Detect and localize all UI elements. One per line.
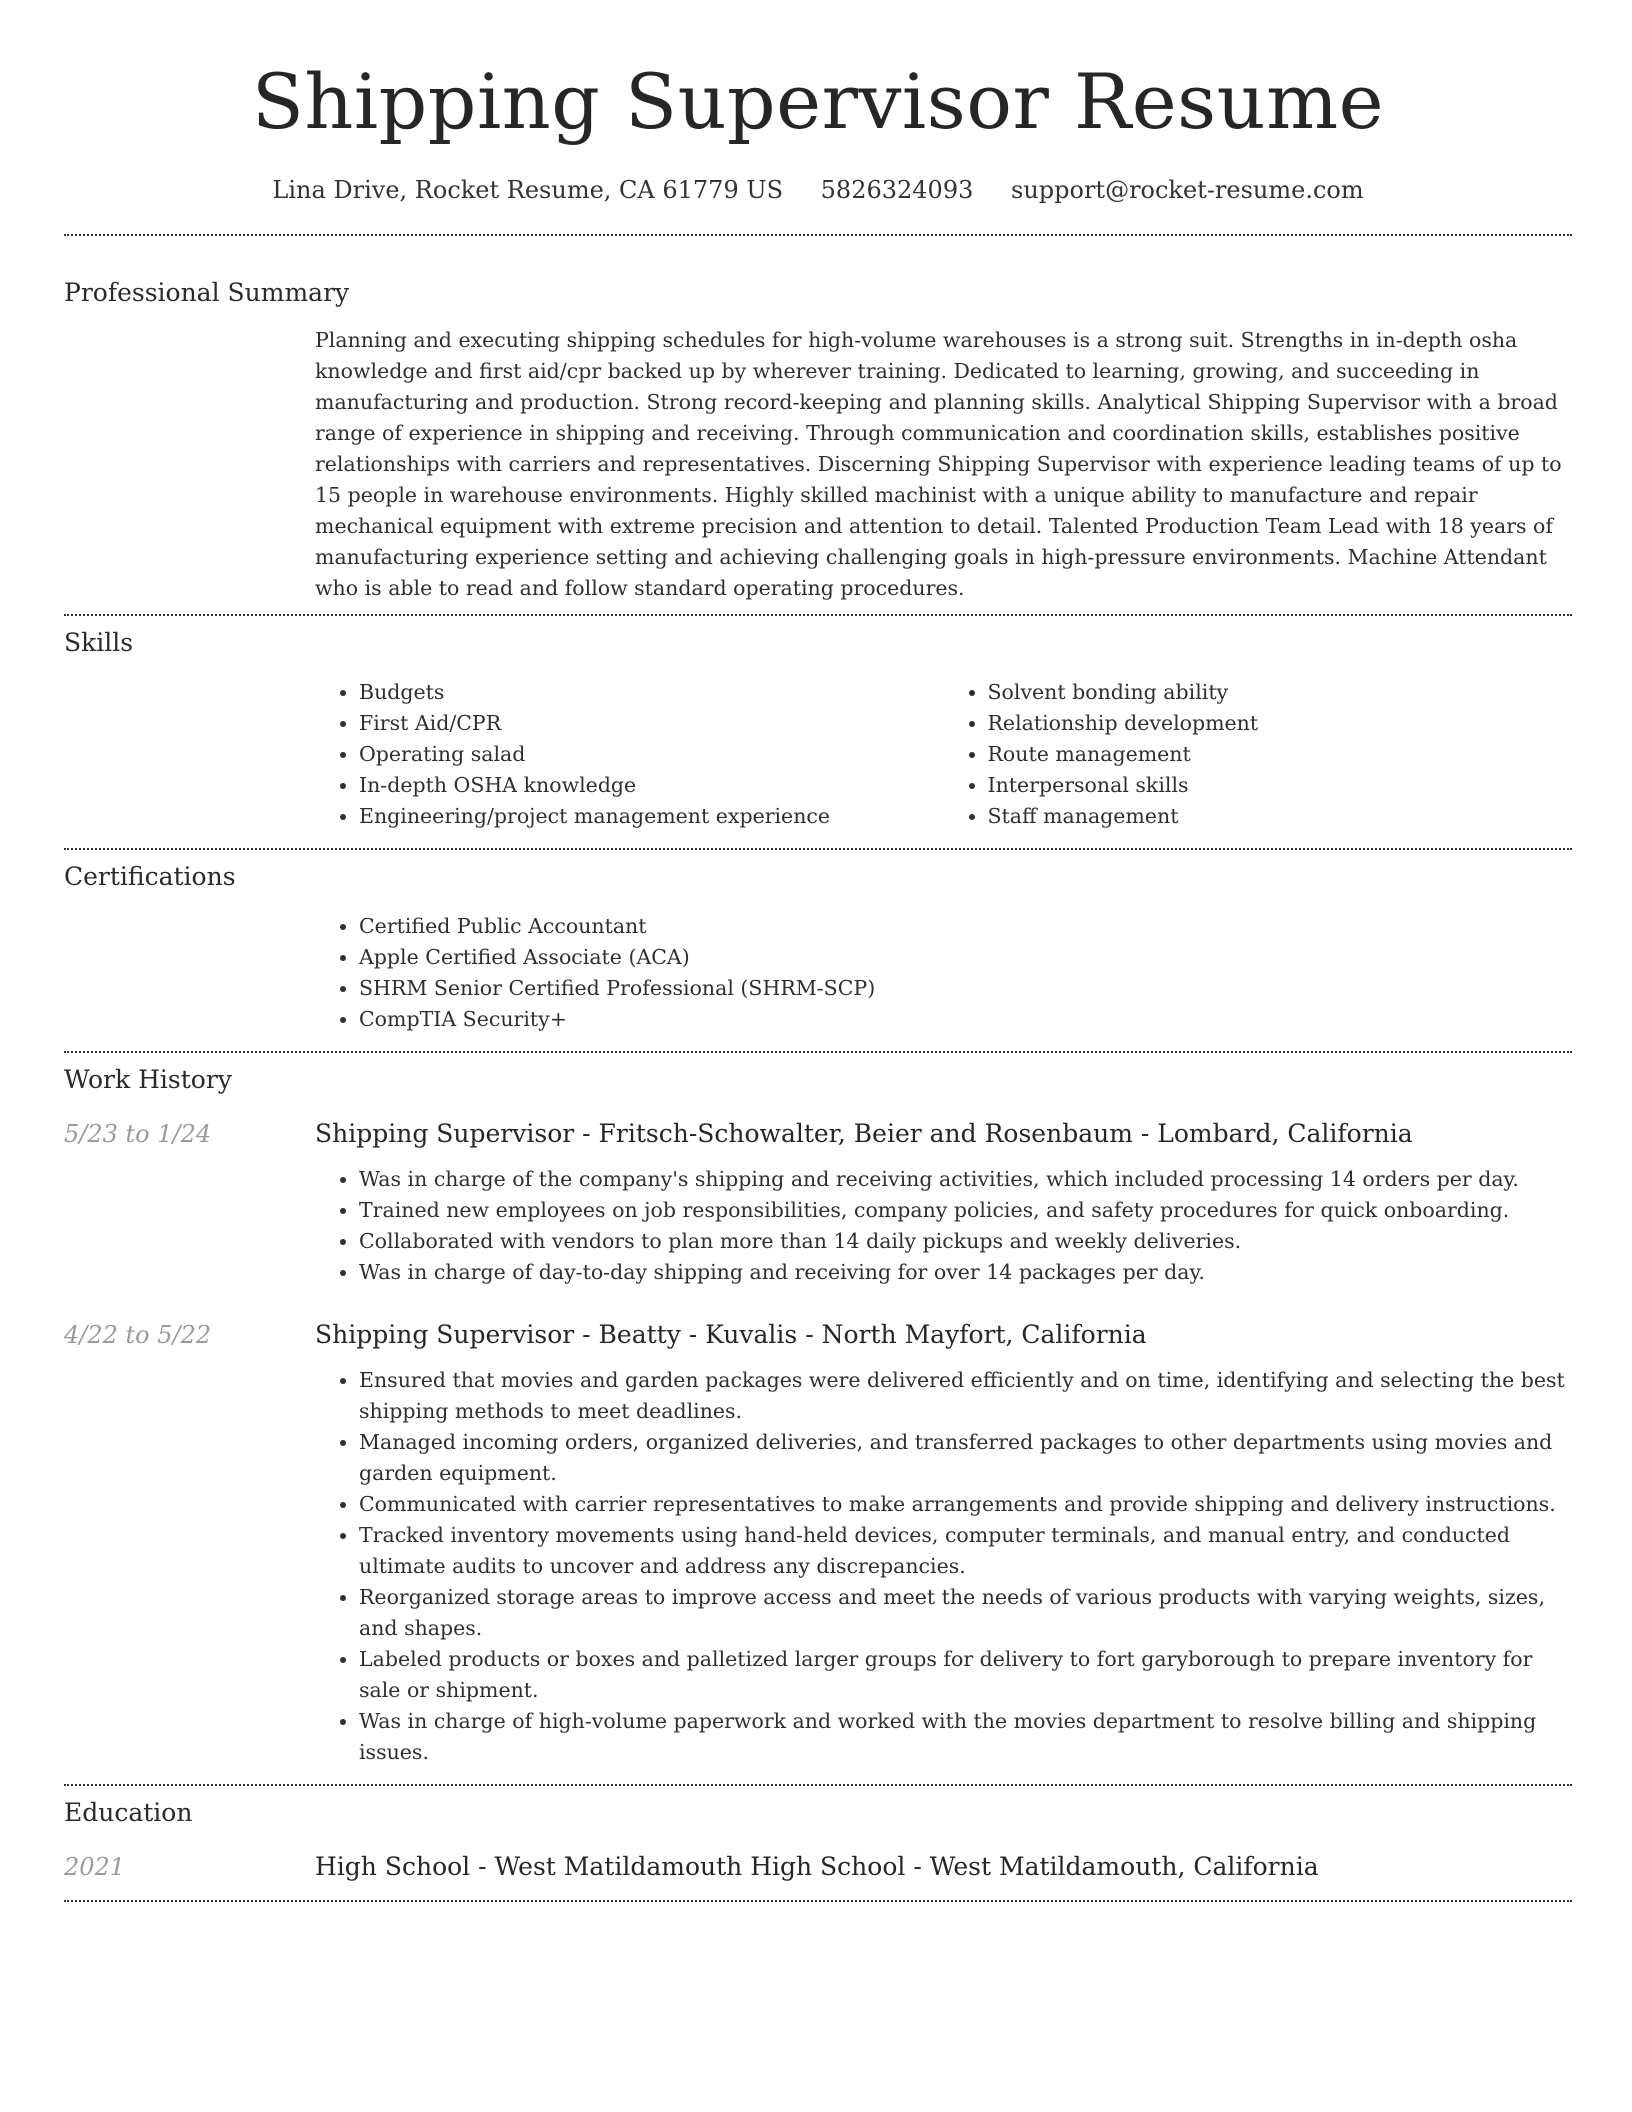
job-bullet: • Reorganized storage areas to improve access and meet the needs of various products with varying weights, sizes, and shapes. [359,1582,1572,1644]
education-heading: Education [64,1798,193,1827]
skill-item: • In-depth OSHA knowledge [359,770,944,801]
summary-text: Planning and executing shipping schedules for high-volume warehouses is a strong suit. Strengths in in-depth osha knowledge and first aid/cpr backed up by wherever training. Dedicated to learning, growing, and succeeding in manufacturing and production. Strong record-keeping and planning skills. Analytical Shipping Supervisor with a broad range of experience in shipping and receiving. Through communication and coordination skills, establishes positive relationships with carriers and representatives. Discerning Shipping Supervisor with experience leading teams of up to 15 people in warehouse environments. Highly skilled machinist with a unique ability to manufacture and repair mechanical equipment with extreme precision and attention to detail. Talented Production Team Lead with 18 years of manufacturing experience setting and achieving challenging goals in high-pressure environments. Machine Attendant who is able to read and follow standard operating procedures. [315,328,1562,600]
certifications-section [315,911,1572,1035]
skill-item: • Budgets [359,677,944,708]
skill-item: • Solvent bonding ability [988,677,1573,708]
job-bullet: • Tracked inventory movements using hand-held devices, computer terminals, and manual entry, and conducted ultimate audits to uncover and address any discrepancies. [359,1520,1572,1582]
resume-title: Shipping Supervisor Resume [251,57,1385,146]
skill-item: • First Aid/CPR [359,708,944,739]
contact-address: Lina Drive, Rocket Resume, CA 61779 US [272,176,784,204]
job-bullet: • Collaborated with vendors to plan more than 14 daily pickups and weekly deliveries. [359,1226,1572,1257]
skills-list-left [315,677,944,832]
skills-list-right [944,677,1573,832]
divider [64,614,1572,616]
job-bullet: • Communicated with carrier representatives to make arrangements and provide shipping and delivery instructions. [359,1489,1572,1520]
divider [64,234,1572,236]
job-entry-header [64,1117,1572,1151]
skills-heading: Skills [64,628,134,657]
skill-item: • Operating salad [359,739,944,770]
job-date: 4/22 to 5/22 [64,1321,212,1349]
skill-item: • Staff management [988,801,1573,832]
contact-email: support@rocket-resume.com [1011,176,1364,204]
skill-item: • Relationship development [988,708,1573,739]
skills-section [315,677,1572,832]
skill-item: • Interpersonal skills [988,770,1573,801]
certification-item: • CompTIA Security+ [359,1004,1572,1035]
skill-item: • Engineering/project management experience [359,801,944,832]
job-bullet: • Trained new employees on job responsibilities, company policies, and safety procedures for quick onboarding. [359,1195,1572,1226]
job-bullet: • Labeled products or boxes and palletized larger groups for delivery to fort garyborough to prepare inventory for sale or shipment. [359,1644,1572,1706]
divider [64,848,1572,850]
job-details [315,1164,1572,1288]
certification-item: • Certified Public Accountant [359,911,1572,942]
job-details [315,1365,1572,1768]
certifications-heading: Certifications [64,862,236,891]
job-bullet: • Was in charge of the company's shipping and receiving activities, which included processing 14 orders per day. [359,1164,1572,1195]
job-title: Shipping Supervisor - Fritsch-Schowalter, Beier and Rosenbaum - Lombard, California [315,1119,1413,1148]
summary-section [315,325,1572,604]
divider [64,1900,1572,1902]
divider [64,1784,1572,1786]
certification-item: • Apple Certified Associate (ACA) [359,942,1572,973]
contact-line [64,172,1572,208]
work-history-heading: Work History [64,1065,232,1094]
resume-page [64,0,1572,1902]
summary-heading: Professional Summary [64,278,350,307]
education-entry [64,1850,1572,1884]
certification-item: • SHRM Senior Certified Professional (SHRM-SCP) [359,973,1572,1004]
job-bullet: • Was in charge of high-volume paperwork and worked with the movies department to resolve billing and shipping issues. [359,1706,1572,1768]
job-bullet: • Ensured that movies and garden packages were delivered efficiently and on time, identifying and selecting the best shipping methods to meet deadlines. [359,1365,1572,1427]
job-date: 5/23 to 1/24 [64,1120,212,1148]
education-title: High School - West Matildamouth High School - West Matildamouth, California [315,1852,1319,1881]
certifications-list [315,911,1572,1035]
job-entry-header [64,1318,1572,1352]
job-bullet-list [315,1164,1572,1288]
job-title: Shipping Supervisor - Beatty - Kuvalis - North Mayfort, California [315,1320,1147,1349]
divider [64,1051,1572,1053]
education-date: 2021 [64,1853,126,1881]
job-bullet: • Was in charge of day-to-day shipping and receiving for over 14 packages per day. [359,1257,1572,1288]
skill-item: • Route management [988,739,1573,770]
job-bullet-list [315,1365,1572,1768]
contact-phone: 5826324093 [820,176,974,204]
job-bullet: • Managed incoming orders, organized deliveries, and transferred packages to other departments using movies and garden equipment. [359,1427,1572,1489]
